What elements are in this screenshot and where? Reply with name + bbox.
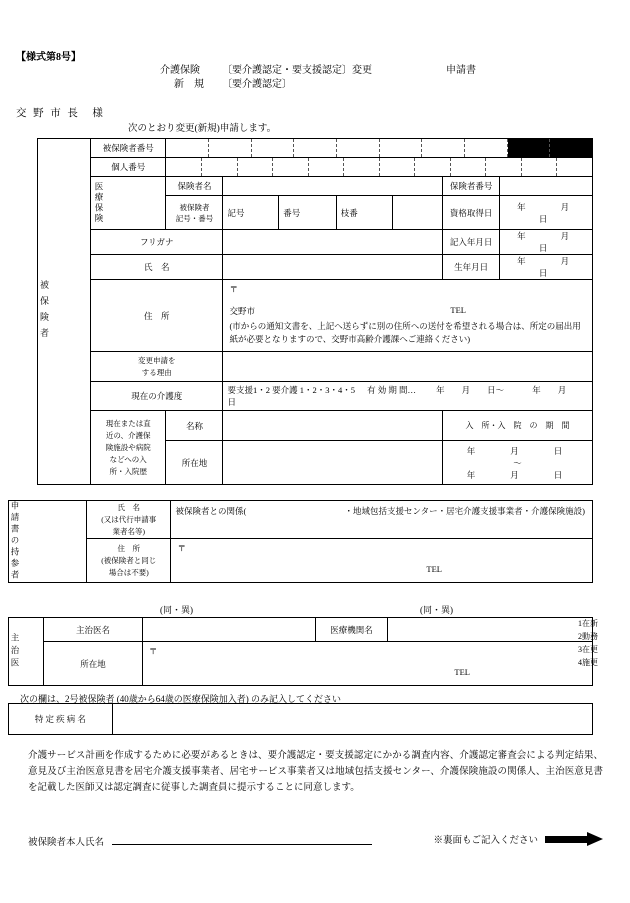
form-number: 【様式第8号】	[16, 52, 81, 63]
doctor-address-input[interactable]	[142, 642, 592, 686]
admission-start-date: 年 月 日	[466, 445, 569, 456]
consent-text: 介護サービス計画を作成するために必要があるときは、要介護認定・要支援認定にかかる調査内容、介護認定審査会による判定結果、意見及び主治医意見書を居宅介護支援事業者、居宅サービス事業者又は地域包括支援センター、介護保険施設の関係人、主治医意見書を記載した医師又は認定調査に従事した調査員に提示することに同意します。	[28, 751, 603, 793]
doctor-note-2: 2動務	[578, 632, 598, 641]
acquisition-date-label: 資格取得日	[443, 196, 500, 230]
lead-sentence: 次のとおり変更(新規)申請します。	[128, 124, 277, 134]
facility-address-input[interactable]	[223, 441, 443, 485]
personal-number-label: 個人番号	[91, 158, 166, 177]
doctor-tel-label: TEL	[454, 667, 470, 677]
agent-address-row	[9, 539, 593, 583]
care-level-values: 要支援1・2 要介護 1・2・3・4・5	[227, 385, 355, 395]
doctor-note-4: 4施更	[578, 658, 598, 667]
recent-facility-label: 現在または直 近の、介護保 険施設や病院 などへの入 所・入院歴	[91, 411, 166, 485]
address-row	[38, 280, 593, 352]
furigana-label: フリガナ	[91, 230, 223, 255]
birth-date-label: 生年月日	[443, 255, 500, 280]
agent-postal-mark: 〒	[177, 543, 186, 553]
symbol-field[interactable]	[223, 196, 279, 230]
insured-side-label: 被保険者	[39, 279, 49, 344]
agent-side-label-cell	[9, 501, 87, 583]
doctor-name-label: 主治医名	[44, 618, 143, 642]
agent-address-label: 住 所 (被保険者と同じ 場合は不要)	[87, 539, 171, 583]
facility-name-row	[38, 411, 593, 441]
insurer-number-label: 保険者番号	[443, 177, 500, 196]
disease-row	[9, 704, 593, 735]
form-title	[160, 64, 490, 92]
current-care-level-row	[38, 382, 593, 411]
disease-input[interactable]	[112, 704, 592, 735]
agent-side-label: 申請書の持参者	[10, 501, 20, 582]
same-diff-right: (同・異)	[420, 605, 453, 615]
doctor-note-1: 1在新	[578, 619, 598, 628]
doctor-postal-mark: 〒	[148, 646, 158, 656]
current-care-level-label: 現在の介護度	[91, 382, 223, 411]
name-row	[38, 255, 593, 280]
title-lead-1: 介護保険	[160, 65, 200, 76]
right-arrow-icon	[545, 833, 605, 845]
valid-period-start: 年 月 日〜	[436, 385, 505, 395]
doctor-address-row	[9, 642, 593, 686]
facility-address-label: 所在地	[166, 441, 223, 485]
agent-relation-options: ・地域包括支援センター・居宅介護支援事業者・介護保険施設)	[344, 506, 585, 516]
doctor-name-row	[9, 618, 593, 642]
valid-period-label: 有 効 期 間…	[367, 385, 416, 395]
insured-symbol-number-label: 被保険者 記号・番号	[166, 196, 223, 230]
disease-label: 特 定 疾 病 名	[9, 704, 113, 735]
agent-relation-cell[interactable]	[171, 501, 593, 539]
birth-date-input[interactable]: 年 月 日	[500, 255, 593, 280]
agent-name-row	[9, 501, 593, 539]
period-tilde: 〜	[513, 457, 522, 468]
number-field[interactable]	[279, 196, 337, 230]
change-reason-input[interactable]	[223, 352, 593, 382]
insurer-name-label: 保険者名	[166, 177, 223, 196]
personal-number-input[interactable]	[166, 158, 593, 177]
title-line-1	[160, 64, 490, 78]
valid-period-end: 年 月 日	[227, 385, 584, 407]
symbol-extra-cell[interactable]	[392, 196, 443, 230]
medical-insurance-label: 医療保険	[91, 177, 166, 230]
number-label: 番号	[283, 207, 301, 218]
change-reason-row	[38, 352, 593, 382]
institution-input[interactable]	[388, 618, 593, 642]
symbol-label: 記号	[227, 207, 245, 218]
name-input[interactable]	[223, 255, 443, 280]
address-city-prefill: 交野市	[229, 306, 255, 316]
insured-number-row	[38, 139, 593, 158]
facility-name-input[interactable]	[223, 411, 443, 441]
doctor-note-3: 3在更	[578, 645, 598, 654]
doctor-side-label-cell	[9, 618, 44, 686]
agent-table	[8, 500, 593, 583]
insured-number-label: 被保険者番号	[91, 139, 166, 158]
signature-label: 被保険者本人氏名	[28, 838, 105, 848]
institution-label: 医療機関名	[315, 618, 387, 642]
insured-side-label-cell	[38, 139, 91, 485]
insurer-number-input[interactable]	[500, 177, 593, 196]
agent-tel-label: TEL	[426, 564, 442, 574]
back-note: ※裏面もご記入ください	[433, 836, 538, 846]
address-tel-label: TEL	[450, 305, 466, 315]
disease-table	[8, 703, 593, 735]
doctor-table	[8, 617, 593, 686]
addressee: 交 野 市 長 様	[16, 108, 105, 119]
insurer-name-input[interactable]	[223, 177, 443, 196]
insured-number-input[interactable]	[166, 139, 593, 158]
name-label: 氏 名	[91, 255, 223, 280]
facility-name-label: 名称	[166, 411, 223, 441]
furigana-input[interactable]	[223, 230, 443, 255]
agent-name-label: 氏 名 (又は代行申請事 業者名等)	[87, 501, 171, 539]
entry-date-input[interactable]: 年 月 日	[500, 230, 593, 255]
title-mid-2: 〔要介護認定〕	[222, 79, 292, 90]
address-note: (市からの通知文書を、上記へ送らずに別の住所への送付を希望される場合は、所定の届出用紙が必要となりますので、交野市高齢介護課へご連絡ください)	[229, 321, 581, 344]
disease-note: 次の欄は、2号被保険者 (40歳から64歳の医療保険加入者) のみ記入してください	[20, 694, 341, 704]
address-label: 住 所	[91, 280, 223, 352]
doctor-side-label: 主治医	[10, 632, 20, 671]
title-lead-2: 新 規	[174, 79, 204, 90]
insured-table	[37, 138, 605, 485]
care-level-values-cell[interactable]	[223, 382, 593, 411]
acquisition-date-input[interactable]: 年 月 日	[500, 196, 593, 230]
same-diff-left: (同・異)	[160, 605, 193, 615]
agent-address-input[interactable]	[171, 539, 593, 583]
doctor-address-label: 所在地	[44, 642, 143, 686]
admission-period-input[interactable]	[443, 441, 593, 485]
signature-input[interactable]	[112, 832, 372, 845]
address-input[interactable]	[223, 280, 593, 352]
furigana-row	[38, 230, 593, 255]
title-tail: 申請書	[446, 65, 476, 76]
insurer-name-row	[38, 177, 593, 196]
branch-field[interactable]	[336, 196, 392, 230]
agent-relation-label: 被保険者との関係(	[175, 506, 247, 516]
personal-number-row	[38, 158, 593, 177]
admission-period-label: 入 所・入 院 の 期 間	[443, 411, 593, 441]
doctor-side-notes	[578, 617, 602, 669]
admission-end-date: 年 月 日	[466, 469, 569, 480]
title-line-2	[160, 78, 490, 92]
doctor-name-input[interactable]	[142, 618, 315, 642]
entry-date-label: 記入年月日	[443, 230, 500, 255]
postal-mark: 〒	[229, 284, 238, 294]
title-mid-1: 〔要介護認定・要支援認定〕変更	[222, 65, 372, 76]
change-reason-label: 変更申請を する理由	[91, 352, 223, 382]
branch-label: 枝番	[340, 207, 358, 218]
